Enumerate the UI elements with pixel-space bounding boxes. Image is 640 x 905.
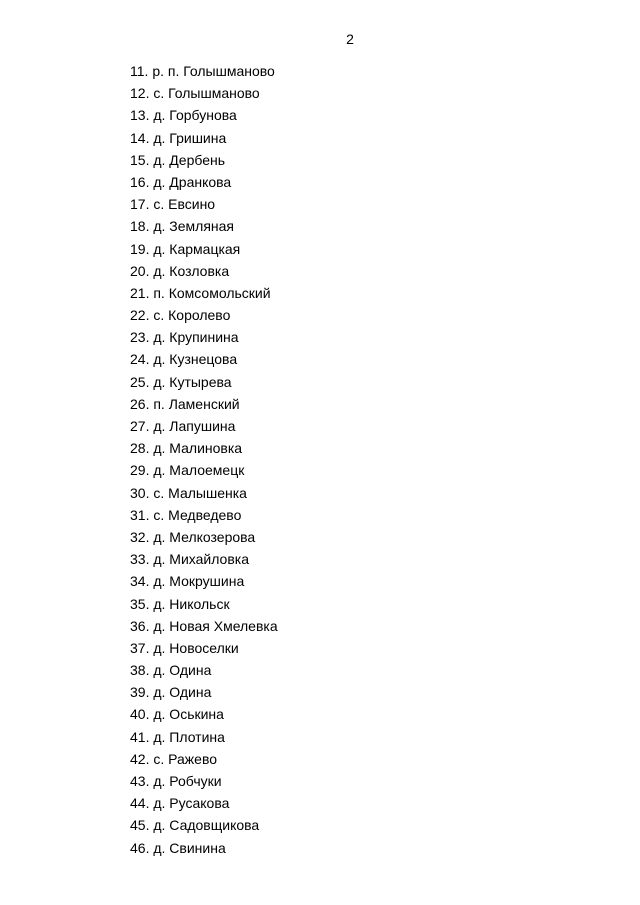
settlement-item: 38. д. Одина (130, 662, 212, 679)
settlement-item: 28. д. Малиновка (130, 440, 243, 457)
settlement-item: 29. д. Малоемецк (130, 462, 245, 479)
settlement-item: 30. с. Малышенка (130, 484, 247, 501)
settlement-item: 23. д. Крупинина (130, 329, 239, 346)
settlement-item: 17. с. Евсино (130, 196, 216, 213)
settlement-item: 39. д. Одина (130, 684, 212, 701)
settlement-item: 41. д. Плотина (130, 728, 225, 745)
settlement-item: 43. д. Робчуки (130, 773, 222, 789)
settlement-item: 34. д. Мокрушина (130, 573, 245, 590)
settlement-item: 42. с. Ражево (130, 750, 218, 767)
settlement-item: 20. д. Козловка (130, 262, 230, 279)
settlement-item: 14. д. Гришина (130, 129, 227, 146)
settlement-item: 32. д. Мелкозерова (130, 528, 256, 545)
settlement-item: 22. с. Королево (130, 307, 231, 324)
settlement-item: 44. д. Русакова (130, 795, 230, 812)
settlement-item: 27. д. Лапушина (130, 418, 236, 434)
settlement-item: 16. д. Дранкова (130, 173, 232, 190)
settlement-item: 19. д. Кармацкая (130, 240, 241, 257)
settlement-item: 35. д. Никольск (130, 595, 230, 612)
settlement-item: 36. д. Новая Хмелевка (130, 617, 278, 634)
settlement-item: 24. д. Кузнецова (130, 351, 238, 368)
settlement-item: 18. д. Земляная (130, 218, 235, 235)
settlement-item: 12. с. Голышманово (130, 85, 260, 102)
settlement-item: 21. п. Комсомольский (130, 284, 271, 301)
settlement-item: 11. р. п. Голышманово (130, 63, 275, 79)
settlement-item: 15. д. Дербень (130, 151, 226, 168)
settlement-item: 31. с. Медведево (130, 506, 242, 523)
settlement-item: 25. д. Кутырева (130, 373, 232, 390)
settlement-item: 37. д. Новоселки (130, 639, 239, 656)
settlement-item: 26. п. Ламенский (130, 395, 240, 412)
settlement-item: 33. д. Михайловка (130, 551, 249, 568)
page-number: 2 (346, 31, 354, 47)
settlement-item: 13. д. Горбунова (130, 107, 237, 124)
settlement-item: 45. д. Садовщикова (130, 817, 260, 834)
settlement-list (130, 60, 278, 859)
settlement-item: 40. д. Оськина (130, 706, 224, 723)
settlement-item: 46. д. Свинина (130, 839, 226, 856)
